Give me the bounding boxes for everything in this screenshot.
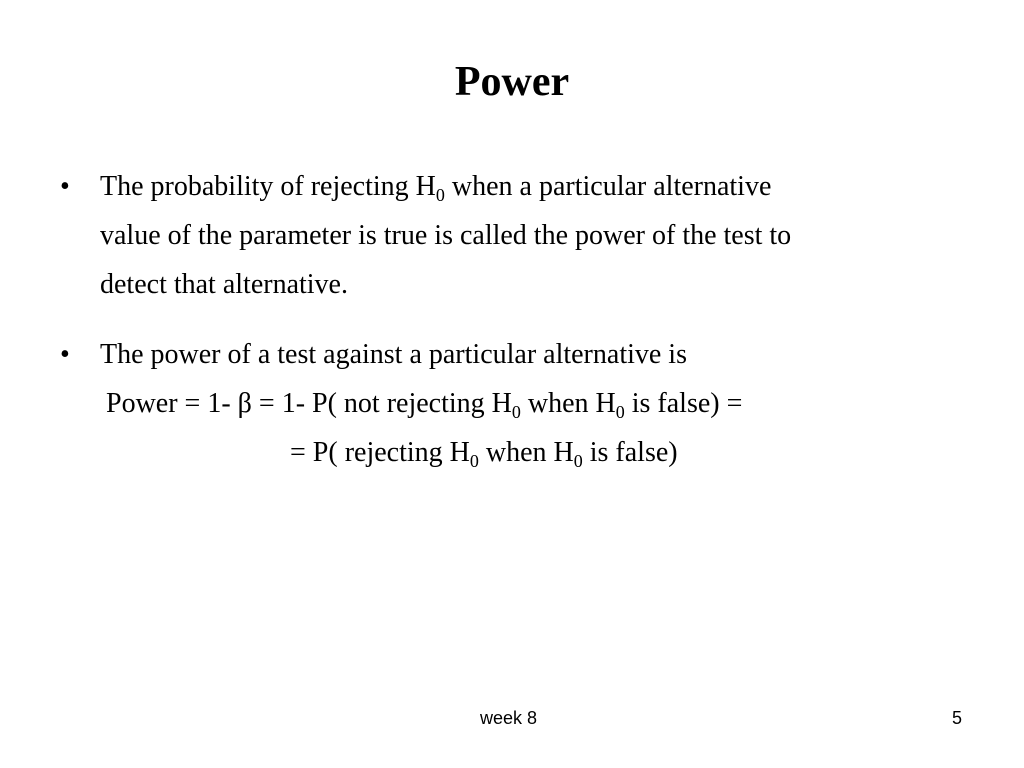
- subscript: 0: [615, 402, 625, 422]
- subscript: 0: [511, 402, 521, 422]
- text-segment: when a particular alternative: [444, 171, 772, 202]
- text-segment: is false): [582, 437, 678, 468]
- text-segment: is false) =: [624, 388, 743, 419]
- subscript: 0: [573, 451, 583, 471]
- bullet-2-line-1: The power of a test against a particular alternative is: [100, 339, 687, 370]
- footer-week-label: week 8: [480, 708, 538, 728]
- bullet-1-line-2: value of the parameter is true is called the power of the test to: [100, 220, 792, 251]
- slide-title: Power: [454, 59, 570, 105]
- text-segment: when H: [478, 437, 574, 468]
- power-formula-line-2: [290, 428, 678, 477]
- bullet-marker: •: [60, 171, 70, 202]
- text-segment: The probability of rejecting H: [100, 171, 436, 202]
- subscript: 0: [435, 185, 445, 205]
- text-segment: = P( rejecting H: [290, 437, 470, 468]
- power-formula-line-1: [106, 379, 742, 428]
- text-segment: when H: [520, 388, 616, 419]
- bullet-1-line-1: [100, 162, 771, 211]
- slide-number: 5: [952, 708, 963, 728]
- subscript: 0: [469, 451, 479, 471]
- text-segment: Power = 1- β = 1- P( not rejecting H: [106, 388, 512, 419]
- bullet-1-line-3: detect that alternative.: [100, 269, 348, 300]
- bullet-marker: •: [60, 339, 70, 370]
